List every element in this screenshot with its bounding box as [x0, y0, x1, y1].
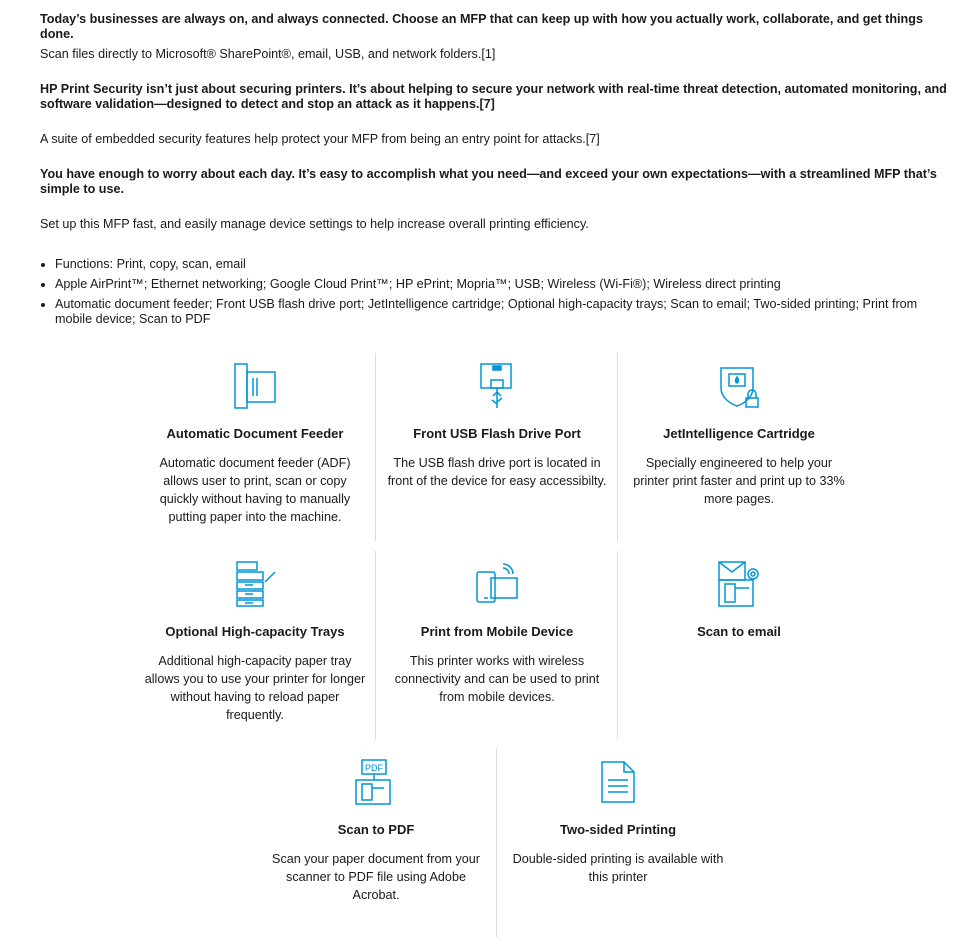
two-sided-print-icon — [594, 758, 642, 806]
feature-card-adf — [135, 362, 375, 526]
feature-title: Front USB Flash Drive Port — [413, 426, 581, 441]
list-item: • Automatic document feeder; Front USB flash drive port; JetIntelligence cartridge; Optional high-capacity trays; Scan to email; Two-sided printing; Print from mobile device; Scan to PDF — [55, 297, 955, 327]
divider — [617, 551, 618, 739]
ease-paragraph: You have enough to worry about each day. It’s easy to accomplish what you need—and exceed your own expectations—with a streamlined MFP that’s simple to use. — [40, 167, 937, 196]
feature-title: Two-sided Printing — [559, 822, 677, 837]
feature-card-scan-email — [619, 560, 859, 640]
feature-title: JetIntelligence Cartridge — [663, 426, 815, 441]
feature-title: Automatic Document Feeder — [166, 426, 344, 441]
feature-description: The USB flash drive port is located in front of the device for easy accessibilty. — [387, 456, 607, 488]
divider — [496, 749, 497, 937]
scan-pdf-icon — [352, 758, 400, 806]
feature-description: Double-sided printing is available with this printer — [512, 852, 724, 884]
intro-paragraph: Today’s businesses are always on, and always connected. Choose an MFP that can keep up with how you actually work, collaborate, and get things done. — [40, 12, 923, 41]
setup-paragraph: Set up this MFP fast, and easily manage device settings to help increase overall printing efficiency. — [40, 217, 589, 231]
pdf-badge-label: PDF — [365, 763, 383, 773]
feature-description: This printer works with wireless connectivity and can be used to print from mobile devices. — [394, 654, 600, 704]
cartridge-shield-icon — [715, 362, 763, 410]
divider — [375, 551, 376, 739]
feature-card-mobile — [377, 560, 617, 706]
feature-description: Scan your paper document from your scanner to PDF file using Adobe Acrobat. — [272, 852, 480, 902]
security-paragraph: HP Print Security isn’t just about securing printers. It’s about helping to secure your network with real-time threat detection, automated monitoring, and software validation—designed to detect and stop an attack as it happens.[7] — [40, 82, 947, 111]
feature-card-scan-pdf — [256, 758, 496, 904]
feature-title: Scan to email — [697, 624, 781, 639]
feature-card-usb — [377, 362, 617, 490]
scan-paragraph: Scan files directly to Microsoft® SharePoint®, email, USB, and network folders.[1] — [40, 47, 496, 61]
feature-list — [40, 257, 955, 332]
feature-card-trays — [135, 560, 375, 724]
feature-description: Additional high-capacity paper tray allows you to use your printer for longer without having to reload paper frequently. — [144, 654, 366, 722]
scan-email-icon — [715, 560, 763, 608]
feature-title: Optional High-capacity Trays — [165, 624, 345, 639]
feature-description: Automatic document feeder (ADF) allows user to print, scan or copy quickly without having to manually putting paper into the machine. — [159, 456, 351, 524]
feature-title: Scan to PDF — [337, 822, 415, 837]
feature-card-cartridge — [619, 362, 859, 508]
document-feeder-icon — [231, 362, 279, 410]
mobile-print-icon — [473, 560, 521, 608]
feature-card-two-sided — [498, 758, 738, 886]
divider — [375, 353, 376, 541]
security-features-paragraph: A suite of embedded security features help protect your MFP from being an entry point for attacks.[7] — [40, 132, 600, 146]
usb-port-icon — [473, 362, 521, 410]
list-item: • Functions: Print, copy, scan, email — [55, 257, 955, 272]
paper-trays-icon — [231, 560, 279, 608]
feature-title: Print from Mobile Device — [420, 624, 574, 639]
feature-description: Specially engineered to help your printer print faster and print up to 33% more pages. — [633, 456, 845, 506]
divider — [617, 353, 618, 541]
list-item: • Apple AirPrint™; Ethernet networking; Google Cloud Print™; HP ePrint; Mopria™; USB; Wireless (Wi-Fi®); Wireless direct printing — [55, 277, 955, 292]
